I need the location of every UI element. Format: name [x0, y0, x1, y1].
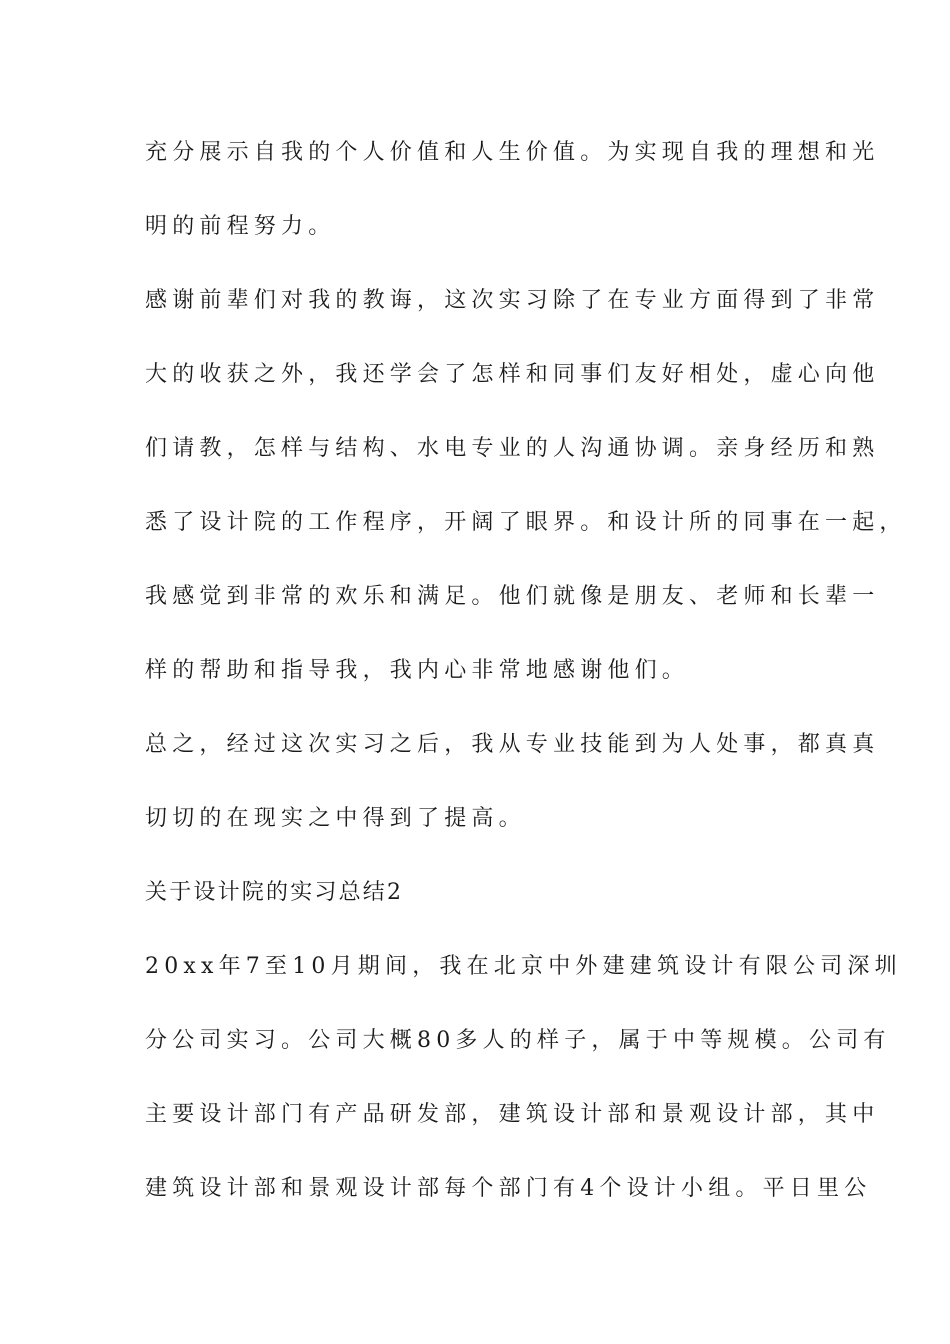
body-text-line: 建筑设计部和景观设计部每个部门有4个设计小组。平日里公: [145, 1176, 872, 1201]
body-text-line: 悉了设计院的工作程序，开阔了眼界。和设计所的同事在一起，: [145, 510, 907, 535]
body-text-line: 总之，经过这次实习之后，我从专业技能到为人处事，都真真: [145, 732, 880, 757]
body-text-line: 感谢前辈们对我的教诲，这次实习除了在专业方面得到了非常: [145, 288, 880, 313]
body-text-line: 切切的在现实之中得到了提高。: [145, 806, 526, 831]
body-text-line: 大的收获之外，我还学会了怎样和同事们友好相处，虚心向他: [145, 362, 880, 387]
body-text-line: 主要设计部门有产品研发部，建筑设计部和景观设计部，其中: [145, 1102, 880, 1127]
body-text-line: 明的前程努力。: [145, 214, 336, 239]
body-text-line: 们请教，怎样与结构、水电专业的人沟通协调。亲身经历和熟: [145, 436, 880, 461]
body-text-line: 分公司实习。公司大概80多人的样子，属于中等规模。公司有: [145, 1028, 891, 1053]
body-text-line: 样的帮助和指导我，我内心非常地感谢他们。: [145, 658, 690, 683]
section-heading: 关于设计院的实习总结2: [145, 880, 404, 905]
body-text-line: 我感觉到非常的欢乐和满足。他们就像是朋友、老师和长辈一: [145, 584, 880, 609]
body-text-line: 充分展示自我的个人价值和人生价值。为实现自我的理想和光: [145, 140, 880, 165]
body-text-line: 20xx年7至10月期间，我在北京中外建建筑设计有限公司深圳: [145, 954, 902, 979]
